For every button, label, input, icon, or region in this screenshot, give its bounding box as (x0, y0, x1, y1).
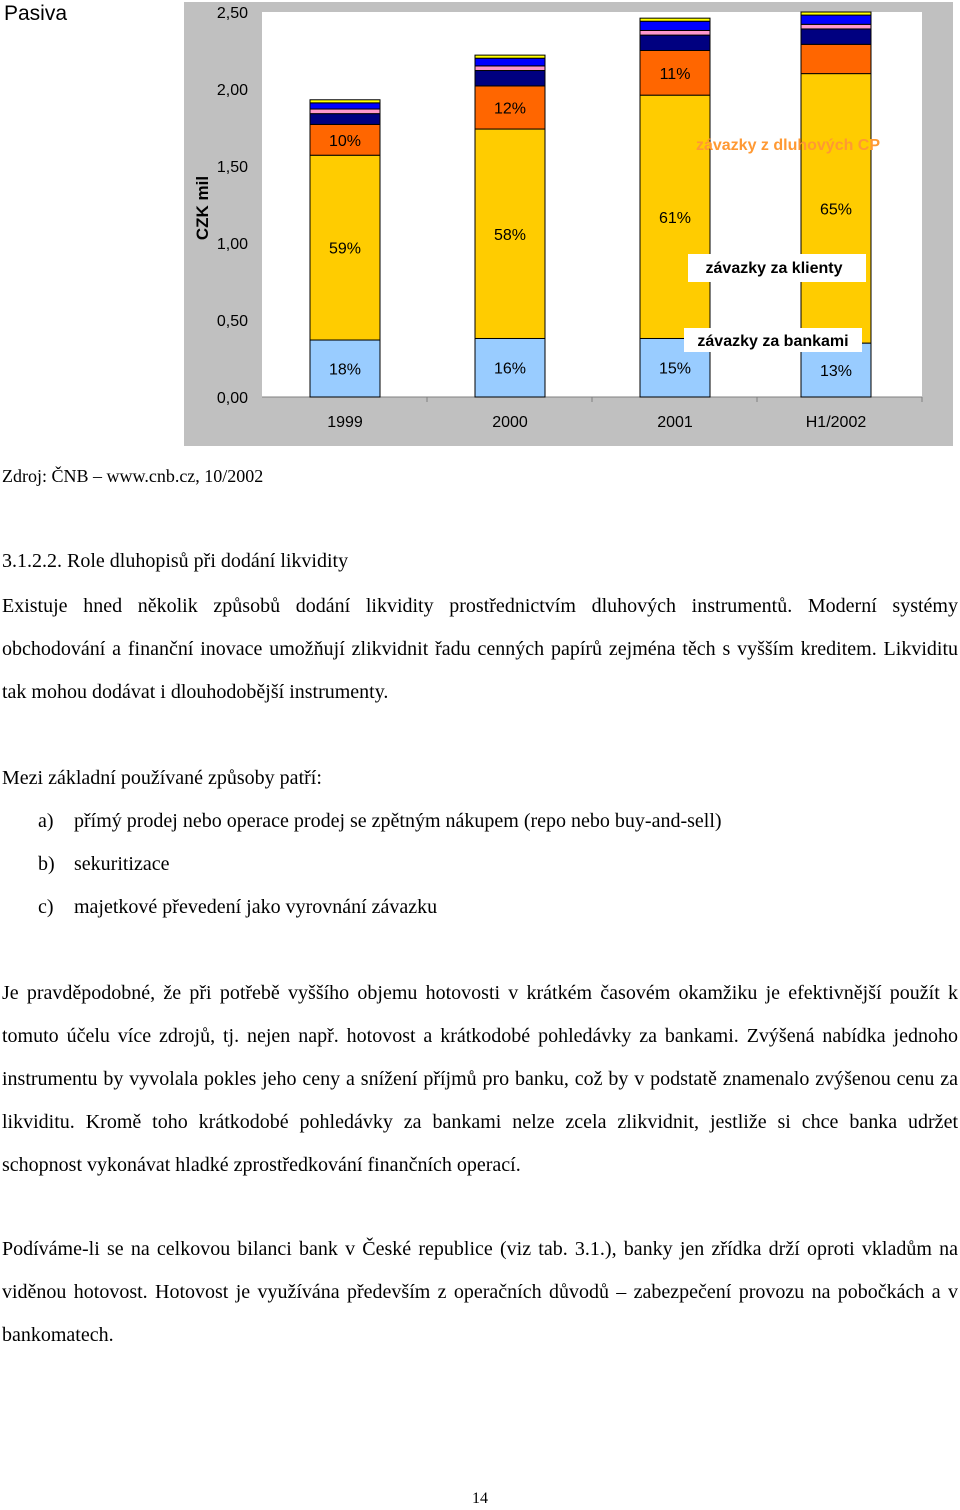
list-marker: c) (38, 896, 54, 918)
list-section (2, 757, 958, 929)
x-tick-label: 2000 (492, 414, 528, 431)
bar-segment (475, 58, 545, 66)
y-axis-label: CZK mil (193, 175, 212, 241)
bar-segment (475, 66, 545, 71)
bar-segment (640, 30, 710, 35)
bar-segment (640, 21, 710, 30)
bar-segment (801, 24, 871, 29)
annotation-clients: závazky za klienty (705, 260, 843, 277)
chart-source: Zdroj: ČNB – www.cnb.cz, 10/2002 (2, 466, 264, 486)
data-label: 13% (819, 363, 853, 381)
section-heading: 3.1.2.2. Role dluhopisů při dodání likvidity (2, 550, 349, 572)
data-label: 15% (658, 360, 692, 378)
chart-container (0, 0, 960, 452)
data-label: 10% (328, 132, 362, 150)
x-tick-label: 2001 (657, 414, 693, 431)
y-tick-label: 2,00 (216, 82, 248, 99)
data-label: 65% (819, 201, 853, 219)
bar-segment (310, 109, 380, 114)
data-label: 16% (493, 360, 527, 378)
y-tick-label: 2,50 (216, 5, 248, 22)
list-item (2, 886, 958, 929)
list-marker: a) (38, 810, 54, 832)
bar-segment (475, 55, 545, 58)
y-tick-label: 0,50 (216, 313, 248, 330)
data-label: 12% (493, 100, 527, 118)
stacked-bar-chart (0, 0, 960, 452)
bar-segment (801, 15, 871, 24)
bar-segment (475, 71, 545, 86)
list-text: sekuritizace (74, 853, 170, 875)
y-tick-label: 1,00 (216, 236, 248, 253)
data-label: 11% (659, 65, 691, 83)
y-tick-label: 0,00 (216, 390, 248, 407)
list-item (2, 843, 958, 886)
bar-segment (801, 29, 871, 44)
annotation-debt-securities: závazky z dluhových CP (695, 137, 881, 154)
list-marker: b) (38, 853, 55, 875)
bar-segment (310, 114, 380, 125)
list-item (2, 800, 958, 843)
chart-title: Pasiva (4, 2, 68, 25)
bar-segment (801, 44, 871, 73)
list-text: přímý prodej nebo operace prodej se zpětným nákupem (repo nebo buy-and-sell) (74, 810, 722, 832)
paragraph-4: Podíváme-li se na celkovou bilanci bank v České republice (viz tab. 3.1.), banky jen zřídka drží oproti vkladům na viděnou hotovost. Hotovost je využívána především z operačních důvodů – zabezpečení provozu na pobočkách a v bankomatech. (2, 1238, 958, 1346)
paragraph-1: Existuje hned několik způsobů dodání likvidity prostřednictvím dluhových instrumentů. Moderní systémy obchodování a finanční inovace umožňují zlikvidnit řadu cenných papírů zejména těch s vyšším kreditem. Likviditu tak mohou dodávat i dlouhodobější instrumenty. (2, 595, 958, 703)
y-tick-label: 1,50 (216, 159, 248, 176)
bar-segment (310, 103, 380, 109)
bar-segment (640, 35, 710, 50)
paragraph-3: Je pravděpodobné, že při potřebě vyššího objemu hotovosti v krátkém časovém okamžiku je efektivnější použít k tomuto účelu více zdrojů, tj. nejen např. hotovost a krátkodobé pohledávky za bankami. Zvýšená nabídka jednoho instrumentu by vyvolala pokles jeho ceny a snížení příjmů pro banku, což by v podstatě znamenalo zvýšenou cenu za likviditu. Kromě toho krátkodobé pohledávky za bankami nelze zcela zlikvidnit, jestliže si chce banka udržet schopnost vykonávat hladké zprostředkování finančních operací. (2, 982, 958, 1176)
bar-segment (640, 18, 710, 21)
data-label: 18% (328, 361, 362, 379)
data-label: 59% (328, 240, 362, 258)
list-text: majetkové převedení jako vyrovnání závazku (74, 896, 438, 918)
data-label: 58% (493, 226, 527, 244)
data-label: 61% (658, 209, 692, 227)
bar-segment (310, 100, 380, 103)
page-number: 14 (472, 1490, 488, 1507)
annotation-banks: závazky za bankami (697, 333, 849, 350)
list-intro: Mezi základní používané způsoby patří: (2, 767, 322, 789)
bar-segment (801, 12, 871, 15)
x-tick-label: H1/2002 (805, 414, 867, 431)
x-tick-label: 1999 (327, 414, 363, 431)
